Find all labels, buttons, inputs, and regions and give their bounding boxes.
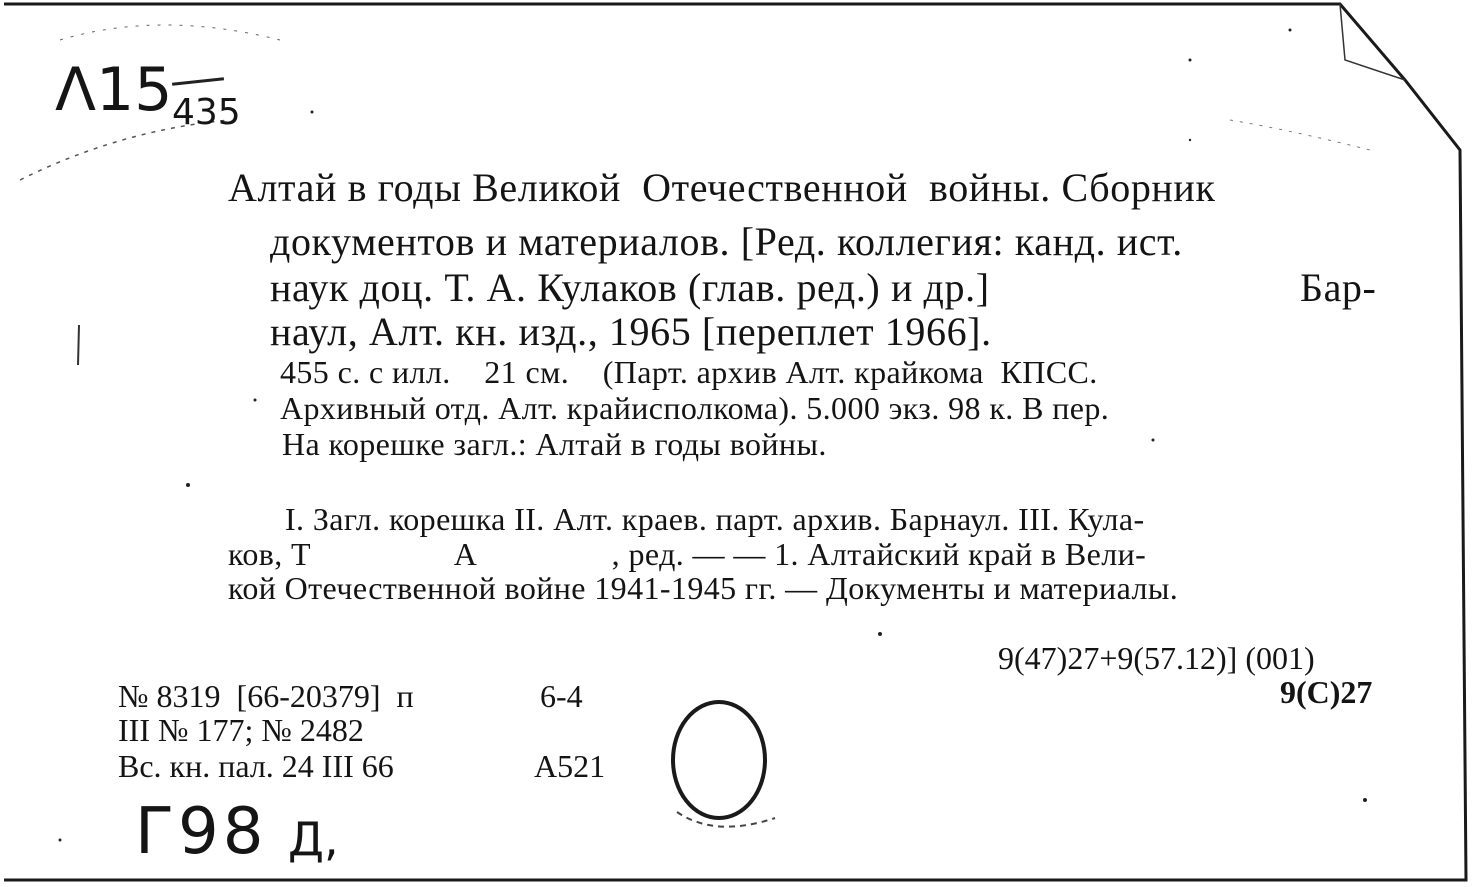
inventory-suffix: Д, — [288, 812, 339, 866]
imprint-code-3: А521 — [534, 748, 606, 784]
shelf-number: 435 — [172, 92, 241, 133]
imprint-line-1: № 8319 [66-20379] п — [118, 678, 414, 714]
circle-mark — [655, 690, 785, 840]
imprint-code-1: 6-4 — [540, 678, 583, 714]
tracing-line-1: I. Загл. корешка II. Алт. краев. парт. архив. Барнаул. III. Кула- — [285, 501, 1145, 537]
shelf-mark: Λ15 — [55, 55, 173, 125]
title-line-4: наул, Алт. кн. изд., 1965 [переплет 1966]. — [270, 309, 992, 354]
title-line-2: документов и материалов. [Ред. коллегия: канд. ист. — [270, 219, 1183, 264]
imprint-line-2: III № 177; № 2482 — [118, 712, 364, 748]
inventory-mark: Г98 — [135, 795, 268, 869]
description-line-3: На корешке загл.: Алтай в годы войны. — [282, 426, 827, 462]
description-line-1: 455 с. с илл. 21 см. (Парт. архив Алт. крайкома КПСС. — [280, 354, 1098, 390]
classification-index-1: 9(47)27+9(57.12)] (001) — [998, 640, 1315, 676]
title-line-3: наук доц. Т. А. Кулаков (глав. ред.) и др.] — [270, 265, 990, 310]
tracing-line-3: кой Отечественной войне 1941-1945 гг. — Документы и материалы. — [228, 570, 1179, 606]
classification-index-2: 9(С)27 — [1280, 674, 1373, 710]
title-line-3-hyphen: Бар- — [1300, 265, 1377, 310]
imprint-line-3: Вс. кн. пал. 24 III 66 — [118, 748, 394, 784]
description-line-2: Архивный отд. Алт. крайисполкома). 5.000 экз. 98 к. В пер. — [280, 390, 1110, 426]
title-line-1: Алтай в годы Великой Отечественной войны. Сборник — [228, 165, 1216, 210]
tracing-line-2: ков, Т А , ред. — — 1. Алтайский край в Вели- — [228, 536, 1147, 572]
